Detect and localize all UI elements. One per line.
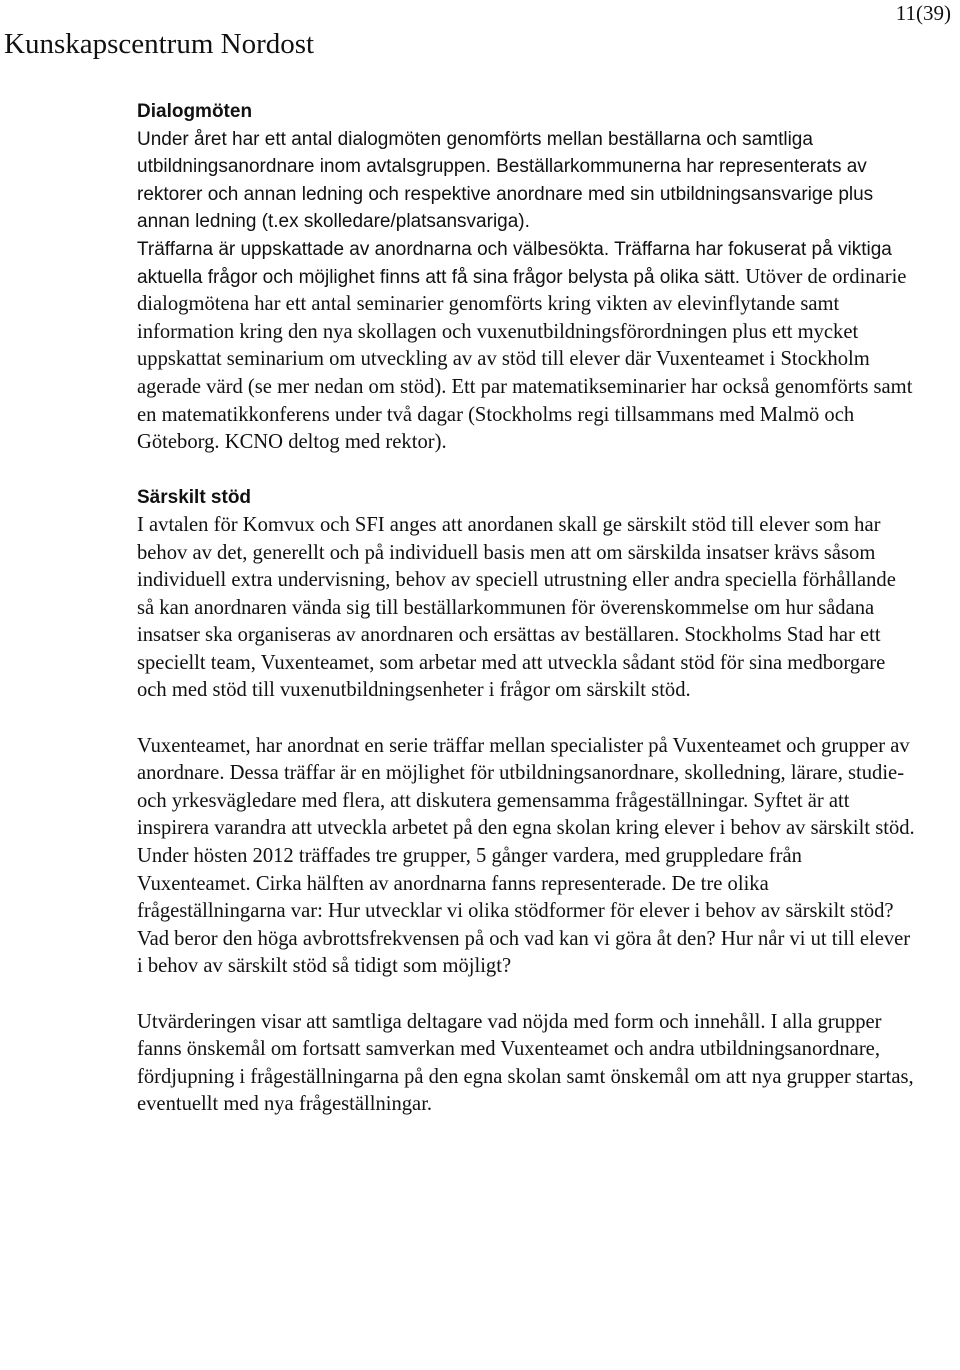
paragraph-dialogmoten-intro: Under året har ett antal dialogmöten genomförts mellan beställarna och samtliga utbildningsanordnare inom avtalsgruppen. Beställarkommunerna har representerats av rektorer och annan ledning och respektive anordnare med sin utbildningsansvarige plus annan ledning (t.ex skolledare/platsansvariga). <box>137 128 874 233</box>
section-spacer <box>137 457 917 485</box>
paragraph-dialogmoten-details <box>137 236 917 457</box>
page-number: 11(39) <box>895 1 951 25</box>
paragraph-sarskilt-stod-3: Utvärderingen visar att samtliga deltagare vad nöjda med form och innehåll. I alla grupper fanns önskemål om fortsatt samverkan med Vuxenteamet och andra utbildningsanordnare, fördjupning i frågeställningarna på den egna skolan samt önskemål om att nya grupper startas, eventuellt med nya frågeställningar. <box>137 1010 914 1116</box>
document-body <box>137 98 917 1119</box>
paragraph-sarskilt-stod-2: Vuxenteamet, har anordnat en serie träffar mellan specialister på Vuxenteamet och grupper av anordnare. Dessa träffar är en möjlighet för utbildningsanordnare, skolledning, lärare, studie- och yrkesvägledare med flera, att diskutera gemensamma frågeställningar. Syftet är att inspirera varandra att utveckla arbetet på den egna skolan kring elever i behov av särskilt stöd. Under hösten 2012 träffades tre grupper, 5 gånger vardera, med gruppledare från Vuxenteamet. Cirka hälften av anordnarna fanns representerade. De tre olika frågeställningarna var: Hur utvecklar vi olika stödformer för elever i behov av särskilt stöd? Vad beror den höga avbrottsfrekvensen på och vad kan vi göra åt den? Hur når vi ut till elever i behov av särskilt stöd så tidigt som möjligt? <box>137 734 915 978</box>
section-heading-dialogmoten: Dialogmöten <box>137 101 253 122</box>
paragraph-dialogmoten-rest: Utöver de ordinarie dialogmötena har ett antal seminarier genomförts kring vikten av elevinflytande samt information kring den nya skollagen och vuxenutbildningsförordningen plus ett mycket uppskattat seminarium om utveckling av av stöd till elever där Vuxenteamet i Stockholm agerade värd (se mer nedan om stöd). Ett par matematikseminarier har också genomförts samt en matematikkonferens under två dagar (Stockholms regi tillsammans med Malmö och Göteborg. KCNO deltog med rektor). <box>137 265 913 454</box>
paragraph-spacer <box>137 981 917 1009</box>
paragraph-spacer <box>137 705 917 733</box>
document-header-title: Kunskapscentrum Nordost <box>4 28 315 60</box>
section-dialogmoten <box>137 98 917 457</box>
section-heading-sarskilt-stod: Särskilt stöd <box>137 487 252 509</box>
paragraph-dialogmoten-lead: Träffarna är uppskattade av anordnarna och välbesökta. Träffarna har fokuserat på viktiga aktuella frågor och möjlighet finns att få sina frågor belysta på olika sätt. <box>137 238 892 288</box>
section-sarskilt-stod <box>137 484 917 1119</box>
paragraph-sarskilt-stod-1: I avtalen för Komvux och SFI anges att anordanen skall ge särskilt stöd till elever som har behov av det, generellt och på individuell basis men att om särskilda insatser krävs såsom individuell extra undervisning, behov av speciell utrustning eller andra speciella förhållande så kan anordnaren vända sig till beställarkommunen för överenskommelse om hur sådana insatser ska organiseras av anordnaren och ersättas av beställaren. Stockholms Stad har ett speciellt team, Vuxenteamet, som arbetar med att utveckla sådant stöd för sina medborgare och med stöd till vuxenutbildningsenheter i frågor om särskilt stöd. <box>137 513 896 702</box>
